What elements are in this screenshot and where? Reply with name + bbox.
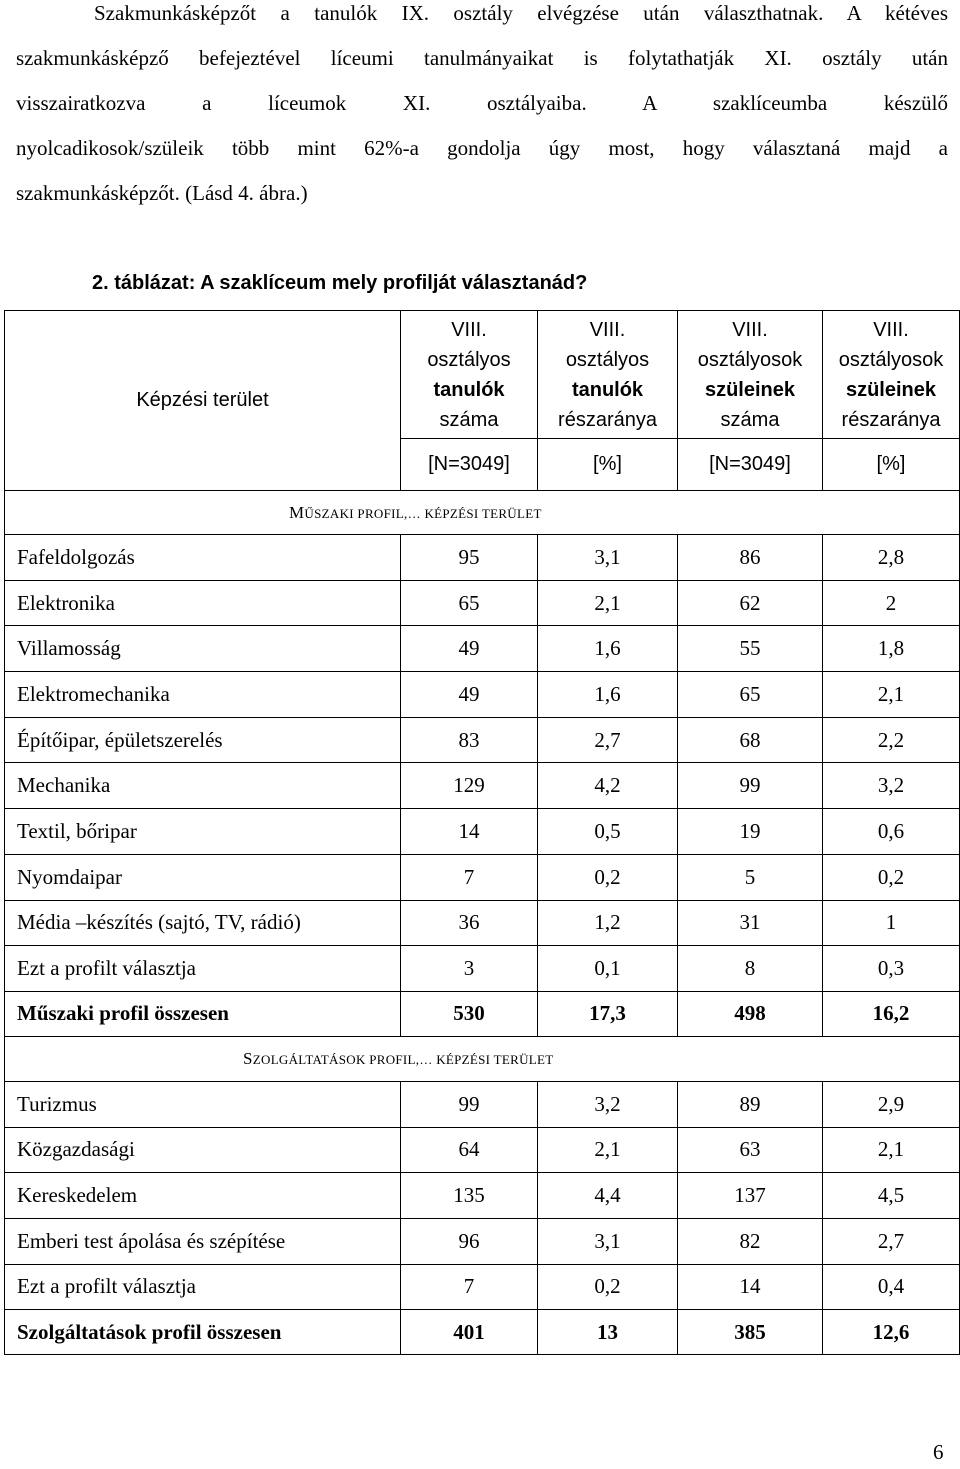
row-value: 62 (678, 580, 823, 626)
row-value: 49 (401, 626, 538, 672)
paragraph-line: szakmunkásképző befejeztével líceumi tanulmányaikat is folytathatják XI. osztály után (16, 46, 948, 70)
row-label: Villamosság (5, 626, 401, 672)
row-value: 4,4 (538, 1173, 678, 1219)
paragraph-line: nyolcadikosok/szüleik több mint 62%-a gondolja úgy most, hogy választaná majd a (16, 136, 948, 160)
table-row (5, 946, 960, 992)
row-value: 0,4 (823, 1264, 960, 1310)
header-n-3: [N=3049] (678, 439, 823, 491)
header-col-3: VIII. osztályosok szüleinek száma (678, 311, 823, 439)
table-row (5, 1127, 960, 1173)
row-value: 99 (401, 1081, 538, 1127)
table-row (5, 1081, 960, 1127)
row-value: 68 (678, 717, 823, 763)
table-row (5, 580, 960, 626)
row-value: 63 (678, 1127, 823, 1173)
table-caption: 2. táblázat: A szaklíceum mely profilját választanád? (92, 272, 588, 294)
row-value: 8 (678, 946, 823, 992)
table-row (5, 1218, 960, 1264)
section-header-muszaki: MŰSZAKI PROFIL,… KÉPZÉSI TERÜLET (5, 491, 960, 535)
row-label: Építőipar, épületszerelés (5, 717, 401, 763)
row-value: 0,5 (538, 809, 678, 855)
row-value: 0,2 (538, 1264, 678, 1310)
row-value: 2,9 (823, 1081, 960, 1127)
header-col-1: VIII. osztályos tanulók száma (401, 311, 538, 439)
row-label: Mechanika (5, 763, 401, 809)
row-value: 3 (401, 946, 538, 992)
row-label: Fafeldolgozás (5, 535, 401, 581)
row-value: 49 (401, 672, 538, 718)
row-value: 129 (401, 763, 538, 809)
row-value: 2 (823, 580, 960, 626)
row-value: 36 (401, 900, 538, 946)
row-value: 19 (678, 809, 823, 855)
row-label: Elektromechanika (5, 672, 401, 718)
row-value: 5 (678, 854, 823, 900)
row-value: 0,3 (823, 946, 960, 992)
row-value: 0,2 (823, 854, 960, 900)
row-value: 86 (678, 535, 823, 581)
row-label: Nyomdaipar (5, 854, 401, 900)
page-number: 6 (933, 1440, 944, 1464)
row-value: 1,2 (538, 900, 678, 946)
row-value: 14 (401, 809, 538, 855)
row-value: 3,2 (538, 1081, 678, 1127)
row-value: 99 (678, 763, 823, 809)
row-value: 7 (401, 1264, 538, 1310)
row-value: 2,1 (538, 580, 678, 626)
row-value: 0,6 (823, 809, 960, 855)
table-row (5, 717, 960, 763)
paragraph-line: szakmunkásképzőt. (Lásd 4. ábra.) (16, 181, 308, 205)
row-value: 1,8 (823, 626, 960, 672)
table-row (5, 854, 960, 900)
header-n-2: [%] (538, 439, 678, 491)
row-value: 82 (678, 1218, 823, 1264)
row-value: 3,1 (538, 1218, 678, 1264)
row-label: Ezt a profilt választja (5, 946, 401, 992)
row-value: 2,1 (823, 672, 960, 718)
table-row (5, 763, 960, 809)
row-value: 55 (678, 626, 823, 672)
paragraph-line: Szakmunkásképzőt a tanulók IX. osztály elvégzése után választhatnak. A kétéves (94, 1, 948, 25)
header-col-2: VIII. osztályos tanulók részaránya (538, 311, 678, 439)
row-value: 65 (401, 580, 538, 626)
row-value: 64 (401, 1127, 538, 1173)
row-value: 2,1 (823, 1127, 960, 1173)
header-n-1: [N=3049] (401, 439, 538, 491)
row-label: Közgazdasági (5, 1127, 401, 1173)
row-value: 65 (678, 672, 823, 718)
row-label: Média –készítés (sajtó, TV, rádió) (5, 900, 401, 946)
row-label: Turizmus (5, 1081, 401, 1127)
row-value: 31 (678, 900, 823, 946)
row-label: Ezt a profilt választja (5, 1264, 401, 1310)
table-row (5, 672, 960, 718)
row-value: 7 (401, 854, 538, 900)
row-value: 135 (401, 1173, 538, 1219)
row-value: 2,2 (823, 717, 960, 763)
row-value: 0,2 (538, 854, 678, 900)
row-value: 4,2 (538, 763, 678, 809)
table-row (5, 1173, 960, 1219)
table-row-total-muszaki: Műszaki profil összesen 530 17,3 498 16,2 (5, 991, 960, 1036)
row-value: 137 (678, 1173, 823, 1219)
section-header-szolgaltatasok: SZOLGÁLTATÁSOK PROFIL,… KÉPZÉSI TERÜLET (5, 1036, 960, 1081)
table-row-total-szolgaltatasok: Szolgáltatások profil összesen 401 13 385 12,6 (5, 1310, 960, 1355)
row-value: 2,7 (538, 717, 678, 763)
row-value: 83 (401, 717, 538, 763)
row-value: 95 (401, 535, 538, 581)
header-kepzesi-terulet: Képzési terület (5, 311, 401, 491)
row-value: 2,8 (823, 535, 960, 581)
header-col-4: VIII. osztályosok szüleinek részaránya (823, 311, 960, 439)
profile-table (4, 310, 960, 1355)
paragraph-line: visszairatkozva a líceumok XI. osztályaiba. A szaklíceumba készülő (16, 91, 948, 115)
table-row (5, 900, 960, 946)
row-label: Emberi test ápolása és szépítése (5, 1218, 401, 1264)
row-value: 3,1 (538, 535, 678, 581)
row-label: Kereskedelem (5, 1173, 401, 1219)
row-label: Textil, bőripar (5, 809, 401, 855)
table-row (5, 809, 960, 855)
row-value: 14 (678, 1264, 823, 1310)
row-value: 2,1 (538, 1127, 678, 1173)
row-value: 1 (823, 900, 960, 946)
row-value: 1,6 (538, 672, 678, 718)
row-label: Elektronika (5, 580, 401, 626)
table-row (5, 1264, 960, 1310)
row-value: 1,6 (538, 626, 678, 672)
table-row (5, 626, 960, 672)
row-value: 0,1 (538, 946, 678, 992)
row-value: 2,7 (823, 1218, 960, 1264)
row-value: 3,2 (823, 763, 960, 809)
row-value: 96 (401, 1218, 538, 1264)
row-value: 89 (678, 1081, 823, 1127)
table-row (5, 535, 960, 581)
intro-paragraph (16, 0, 948, 216)
row-value: 4,5 (823, 1173, 960, 1219)
header-n-4: [%] (823, 439, 960, 491)
